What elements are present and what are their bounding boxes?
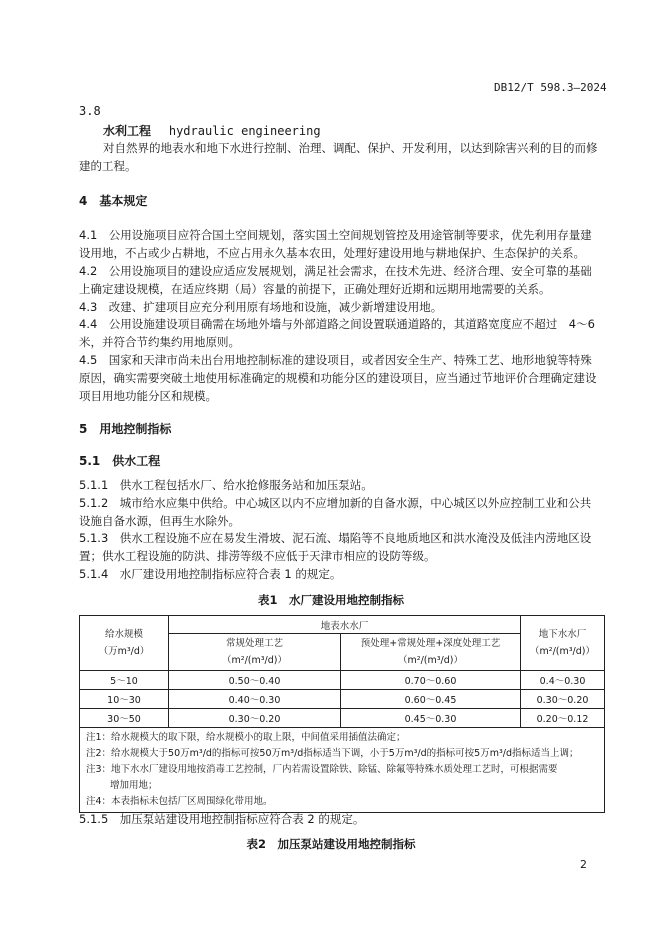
header-conventional: 常规处理工艺 （m²/(m³/d)）	[169, 634, 341, 671]
note-4: 注4：本表指标未包括厂区周围绿化带用地。	[86, 796, 273, 807]
table-2-caption: 表2 加压泵站建设用地控制指标	[246, 837, 416, 851]
page-number: 2	[580, 858, 587, 871]
note-3-cont: 增加用地；	[110, 780, 158, 791]
clause-5-1-5: 5.1.5 加压泵站建设用地控制指标应符合表 2 的规定。	[79, 812, 365, 826]
table-row: 10～30 0.40～0.30 0.60～0.45 0.30～0.20	[80, 690, 605, 709]
clause-4-1: 4.1 公用设施项目应符合国土空间规划，落实国土空间规划管控及用途管制等要求，优先利用存量建 设用地，不占或少占耕地，不应占用永久基本农田，处理好建设用地与耕地保护、生态保护的关系。	[79, 228, 592, 260]
table-row: 5～10 0.50～0.40 0.70～0.60 0.4～0.30	[80, 671, 605, 690]
note-3: 注3：地下水水厂建设用地按消毒工艺控制，厂内若需设置除铁、除锰、除氟等特殊水质处理工艺时，可根据需要	[86, 764, 558, 775]
document-code: DB12/T 598.3—2024	[494, 81, 607, 94]
section-5-heading: 5 用地控制指标	[79, 422, 172, 436]
term-en: hydraulic engineering	[168, 124, 321, 138]
clause-4-5: 4.5 国家和天津市尚未出台用地控制标准的建设项目，或者因安全生产、特殊工艺、地形地貌等特殊 原因，确实需要突破土地使用标准确定的规模和功能分区的建设项目，应当通过节地评价合理确定建设 项目用地功能分区和规模。	[79, 353, 597, 403]
clause-5-1-2: 5.1.2 城市给水应集中供给。中心城区以内不应增加新的自备水源，中心城区以外应控制工业和公共 设施自备水源，但再生水除外。	[79, 496, 592, 528]
note-1: 注1：给水规模大的取下限，给水规模小的取上限，中间值采用插值法确定；	[86, 732, 406, 743]
table-1-notes	[80, 728, 605, 813]
clause-5-1-1: 5.1.1 供水工程包括水厂、给水抢修服务站和加压泵站。	[79, 478, 373, 492]
term-title	[103, 122, 321, 139]
header-surface: 地表水水厂	[169, 616, 521, 634]
section-4-heading: 4 基本规定	[79, 194, 148, 208]
term-cn: 水利工程	[103, 124, 152, 138]
term-definition: 对自然界的地表水和地下水进行控制、治理、调配、保护、开发利用，以达到除害兴利的目的而修 建的工程。	[79, 141, 598, 173]
term-number: 3.8	[79, 104, 101, 118]
clause-5-1-4: 5.1.4 水厂建设用地控制指标应符合表 1 的规定。	[79, 567, 342, 581]
header-ground: 地下水水厂 （m²/(m³/d)）	[521, 616, 605, 671]
header-scale: 给水规模 （万m³/d）	[80, 616, 169, 671]
clause-4-4: 4.4 公用设施建设项目确需在场地外墙与外部道路之间设置联通道路的，其道路宽度应不超过 4～6 米，并符合节约集约用地原则。	[79, 317, 595, 349]
note-2: 注2：给水规模大于50万m³/d的指标可按50万m³/d指标适当下调，小于5万m³/d的指标可按5万m³/d指标适当上调；	[86, 748, 579, 759]
table-1-caption: 表1 水厂建设用地控制指标	[257, 593, 404, 607]
clause-4-2: 4.2 公用设施项目的建设应适应发展规划，满足社会需求，在技术先进、经济合理、安全可靠的基础 上确定建设规模，在适应终期（局）容量的前提下，正确处理好近期和远期用地需要的关系。	[79, 264, 592, 296]
clause-5-1-3: 5.1.3 供水工程设施不应在易发生滑坡、泥石流、塌陷等不良地质地区和洪水淹没及低洼内涝地区设 置；供水工程设施的防洪、排涝等级不应低于天津市相应的设防等级。	[79, 531, 592, 563]
clause-4-3: 4.3 改建、扩建项目应充分利用原有场地和设施，减少新增建设用地。	[79, 300, 443, 314]
section-5-1-heading: 5.1 供水工程	[79, 454, 161, 468]
table-row: 30～50 0.30～0.20 0.45～0.30 0.20～0.12	[80, 709, 605, 728]
table-1	[79, 615, 605, 813]
header-advanced: 预处理+常规处理+深度处理工艺 （m²/(m³/d)）	[341, 634, 521, 671]
